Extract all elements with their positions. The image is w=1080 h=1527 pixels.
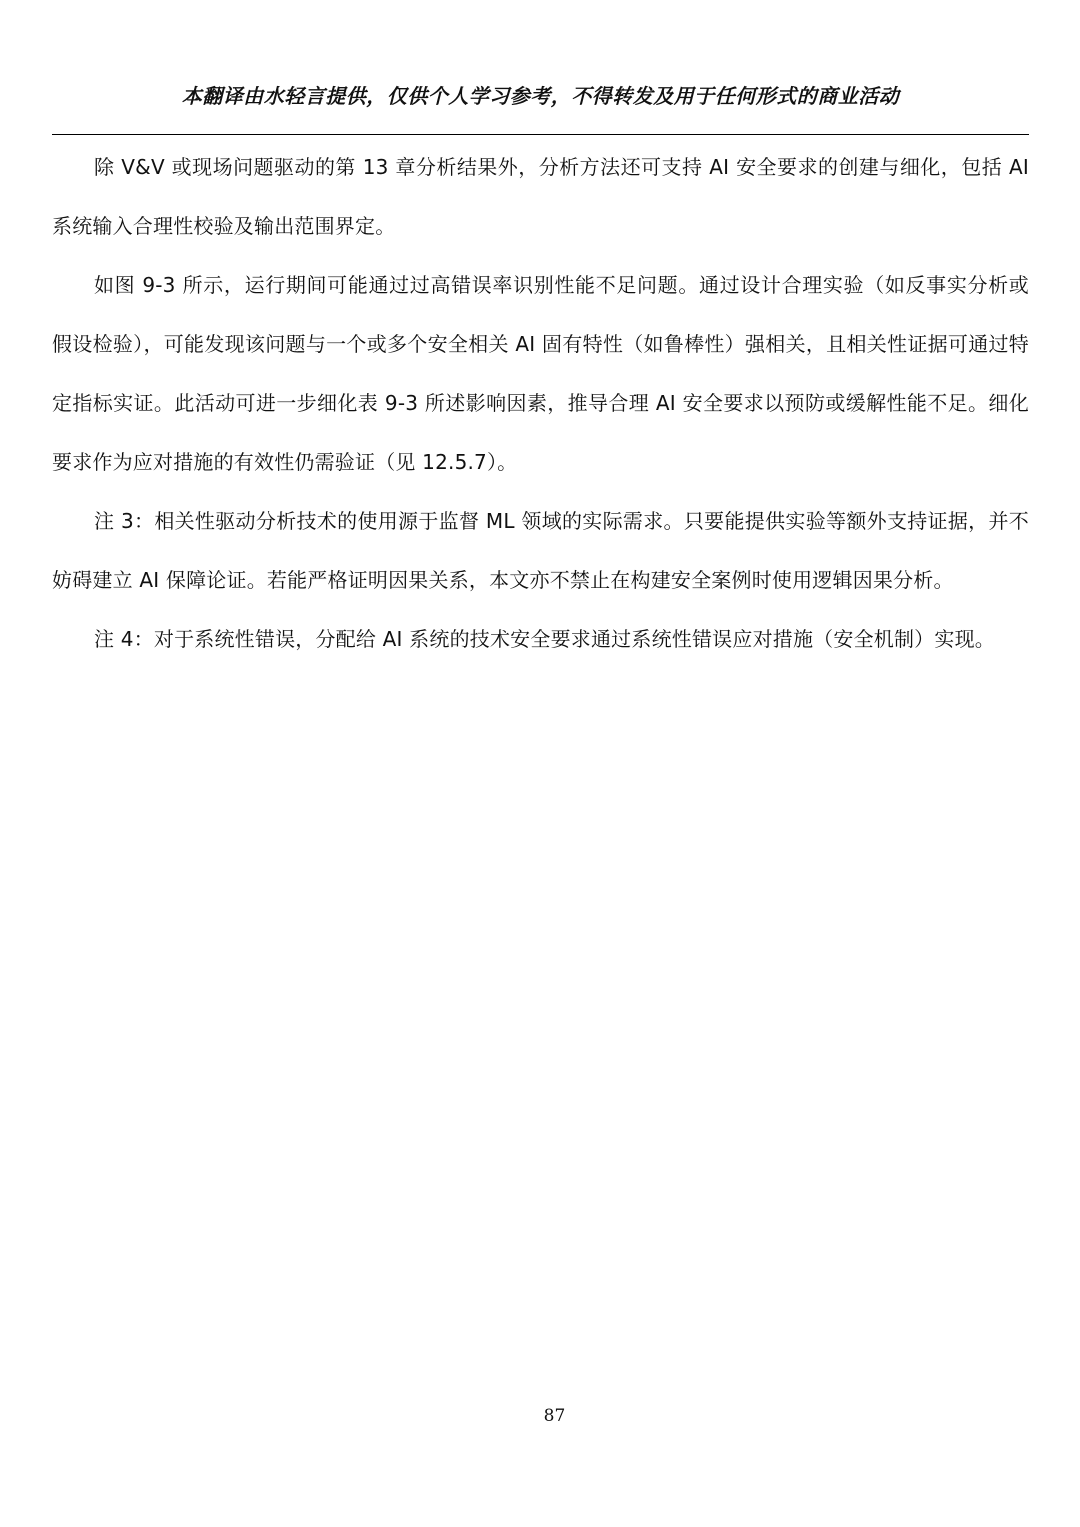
paragraph-1: 除 V&V 或现场问题驱动的第 13 章分析结果外，分析方法还可支持 AI 安全要求的创建与细化，包括 AI 系统输入合理性校验及输出范围界定。 xyxy=(52,155,1029,238)
page-number: 87 xyxy=(543,1406,566,1426)
header-notice: 本翻译由水轻言提供，仅供个人学习参考，不得转发及用于任何形式的商业活动 xyxy=(181,84,900,108)
note-3-paragraph: 注 3：相关性驱动分析技术的使用源于监督 ML 领域的实际需求。只要能提供实验等额外支持证据，并不妨碍建立 AI 保障论证。若能严格证明因果关系，本文亦不禁止在构建安全案例时使用逻辑因果分析。 xyxy=(52,509,1029,592)
note-4-paragraph: 注 4：对于系统性错误，分配给 AI 系统的技术安全要求通过系统性错误应对措施（安全机制）实现。 xyxy=(94,627,995,651)
document-body xyxy=(52,138,1029,669)
header-divider xyxy=(52,134,1029,135)
paragraph-2: 如图 9-3 所示，运行期间可能通过过高错误率识别性能不足问题。通过设计合理实验（如反事实分析或假设检验），可能发现该问题与一个或多个安全相关 AI 固有特性（如鲁棒性）强相关，且相关性证据可通过特定指标实证。此活动可进一步细化表 9-3 所述影响因素，推导合理 AI 安全要求以预防或缓解性能不足。细化要求作为应对措施的有效性仍需验证（见 12.5.7）。 xyxy=(52,273,1029,474)
